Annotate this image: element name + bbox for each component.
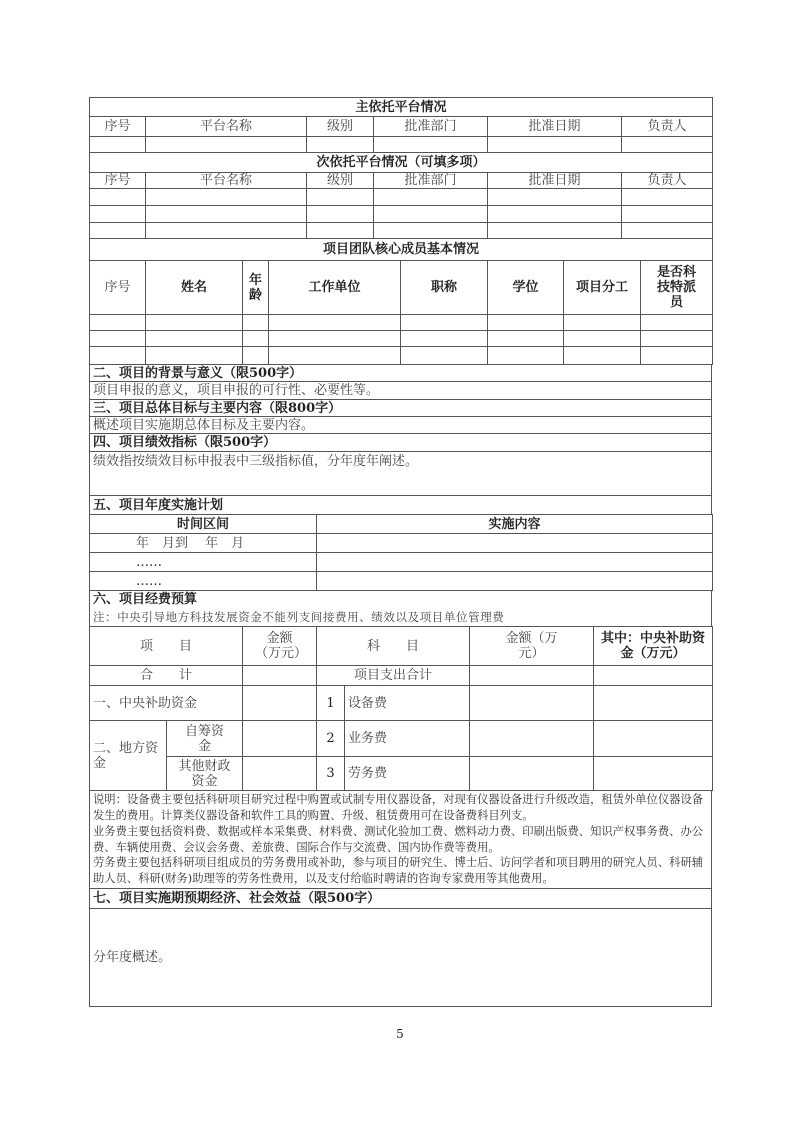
header-cell: 负责人 — [622, 173, 713, 189]
header-cell: 姓名 — [146, 261, 243, 315]
time-range-cell[interactable]: …… — [90, 553, 317, 572]
input-cell[interactable] — [622, 206, 713, 223]
header-central-subsidy: 其中：中央补助资金（万元） — [594, 627, 713, 666]
table-row — [90, 331, 713, 347]
input-cell[interactable] — [243, 721, 317, 757]
input-cell[interactable] — [488, 331, 564, 347]
section7-heading: 七、项目实施期预期经济、社会效益（限500字） — [90, 889, 712, 909]
input-cell[interactable] — [146, 315, 243, 331]
input-cell[interactable] — [317, 534, 713, 553]
input-cell[interactable] — [307, 189, 374, 206]
table-row — [90, 189, 713, 206]
input-cell[interactable] — [146, 206, 307, 223]
input-cell[interactable] — [243, 666, 317, 686]
explanation-business: 业务费主要包括资料费、数据或样本采集费、材料费、测试化验加工费、燃料动力费、印刷出版费、知识产权事务费、办公费、车辆使用费、会议会务费、差旅费、国际合作与交流费、国内协作费等费用。 — [93, 824, 704, 854]
total-label: 合 计 — [90, 666, 243, 686]
section2-text[interactable]: 项目申报的意义，项目申报的可行性、必要性等。 — [90, 382, 712, 400]
input-cell[interactable] — [470, 721, 594, 757]
team-table — [89, 238, 713, 365]
header-amount-2: 金额（万元） — [470, 627, 594, 666]
input-cell[interactable] — [401, 347, 488, 365]
header-cell: 年龄 — [243, 261, 269, 315]
section2-heading: 二、项目的背景与意义（限500字） — [90, 365, 712, 382]
input-cell[interactable] — [317, 572, 713, 591]
budget-table — [89, 626, 713, 791]
input-cell[interactable] — [243, 315, 269, 331]
input-cell[interactable] — [307, 223, 374, 239]
table-row — [90, 137, 713, 153]
section4-heading: 四、项目绩效指标（限500字） — [90, 434, 712, 452]
input-cell[interactable] — [374, 206, 488, 223]
input-cell[interactable] — [401, 331, 488, 347]
header-cell: 是否科技特派员 — [641, 261, 713, 315]
header-cell: 职称 — [401, 261, 488, 315]
header-cell: 实施内容 — [317, 515, 713, 534]
budget-heading-table — [89, 590, 712, 627]
input-cell[interactable] — [641, 331, 713, 347]
table-row — [90, 223, 713, 239]
input-cell[interactable] — [146, 189, 307, 206]
budget-row — [90, 721, 713, 757]
plan-header-row — [90, 515, 713, 534]
header-cell: 批准日期 — [488, 173, 622, 189]
header-cell: 序号 — [90, 261, 146, 315]
input-cell[interactable] — [90, 331, 146, 347]
sections-table — [89, 364, 712, 515]
budget-row — [90, 757, 713, 791]
other-fiscal-label: 其他财政资金 — [167, 757, 243, 791]
explanation-table — [89, 790, 712, 1007]
budget-header-row — [90, 627, 713, 666]
table-row — [90, 553, 713, 572]
header-cell: 时间区间 — [90, 515, 317, 534]
input-cell[interactable] — [269, 331, 401, 347]
main-platform-header-row — [90, 117, 713, 137]
input-cell[interactable] — [146, 223, 307, 239]
input-cell[interactable] — [90, 347, 146, 365]
header-cell: 批准部门 — [374, 117, 488, 137]
input-cell[interactable] — [374, 189, 488, 206]
table-row — [90, 315, 713, 331]
header-subject: 科 目 — [317, 627, 470, 666]
header-cell: 学位 — [488, 261, 564, 315]
plan-table — [89, 514, 713, 591]
header-cell: 序号 — [90, 117, 146, 137]
input-cell[interactable] — [488, 189, 622, 206]
time-range-cell[interactable]: 年 月到 年 月 — [90, 534, 317, 553]
input-cell[interactable] — [470, 686, 594, 721]
secondary-platform-title: 次依托平台情况（可填多项） — [90, 153, 713, 173]
input-cell[interactable] — [594, 666, 713, 686]
main-platform-title: 主依托平台情况 — [90, 98, 713, 117]
header-item: 项 目 — [90, 627, 243, 666]
input-cell[interactable] — [594, 721, 713, 757]
header-cell: 工作单位 — [269, 261, 401, 315]
central-funds-label: 一、中央补助资金 — [90, 686, 243, 721]
self-raised-label: 自筹资金 — [167, 721, 243, 757]
explanation-labor: 劳务费主要包括科研项目组成员的劳务费用或补助，参与项目的研究生、博士后、访问学者和项目聘用的研究人员、科研辅助人员、科研(财务)助理等的劳务性费用，以及支付给临时聘请的咨询专家费用等其他费用。 — [93, 856, 704, 886]
input-cell[interactable] — [146, 331, 243, 347]
section4-text[interactable]: 绩效指按绩效目标申报表中三级指标值，分年度年阐述。 — [90, 452, 712, 496]
page-number: 5 — [396, 1027, 404, 1041]
table-row — [90, 206, 713, 223]
header-cell: 负责人 — [622, 117, 713, 137]
input-cell[interactable] — [307, 137, 374, 153]
secondary-platform-header-row — [90, 173, 713, 189]
input-cell[interactable] — [90, 315, 146, 331]
header-amount: 金额（万元） — [243, 627, 317, 666]
input-cell[interactable] — [374, 137, 488, 153]
budget-explanation — [90, 791, 712, 889]
team-title: 项目团队核心成员基本情况 — [90, 239, 713, 261]
budget-note: 注：中央引导地方科技发展资金不能列支间接费用、绩效以及项目单位管理费 — [90, 609, 712, 627]
table-row — [90, 534, 713, 553]
input-cell[interactable] — [307, 206, 374, 223]
input-cell[interactable] — [470, 666, 594, 686]
input-cell[interactable] — [641, 315, 713, 331]
input-cell[interactable] — [243, 757, 317, 791]
input-cell[interactable] — [622, 137, 713, 153]
table-row — [90, 347, 713, 365]
header-cell: 平台名称 — [146, 117, 307, 137]
subject-name: 劳务费 — [345, 757, 470, 791]
local-funds-label: 二、地方资金 — [90, 721, 167, 791]
input-cell[interactable] — [317, 553, 713, 572]
header-cell: 级别 — [307, 173, 374, 189]
table-row — [90, 572, 713, 591]
input-cell[interactable] — [90, 206, 146, 223]
budget-total-row — [90, 666, 713, 686]
header-cell: 序号 — [90, 173, 146, 189]
subject-name: 业务费 — [345, 721, 470, 757]
header-cell: 级别 — [307, 117, 374, 137]
input-cell[interactable] — [622, 223, 713, 239]
input-cell[interactable] — [90, 189, 146, 206]
budget-row — [90, 686, 713, 721]
input-cell[interactable] — [594, 686, 713, 721]
input-cell[interactable] — [269, 315, 401, 331]
input-cell[interactable] — [488, 315, 564, 331]
input-cell[interactable] — [564, 347, 641, 365]
input-cell[interactable] — [90, 137, 146, 153]
input-cell[interactable] — [641, 347, 713, 365]
header-cell: 平台名称 — [146, 173, 307, 189]
subject-name: 设备费 — [345, 686, 470, 721]
header-cell: 批准日期 — [488, 117, 622, 137]
time-range-cell[interactable]: …… — [90, 572, 317, 591]
input-cell[interactable] — [594, 757, 713, 791]
input-cell[interactable] — [488, 347, 564, 365]
input-cell[interactable] — [374, 223, 488, 239]
input-cell[interactable] — [564, 315, 641, 331]
subject-number: 1 — [317, 686, 345, 721]
subject-number: 2 — [317, 721, 345, 757]
section7-text[interactable]: 分年度概述。 — [90, 909, 712, 1007]
input-cell[interactable] — [146, 347, 243, 365]
platform-table — [89, 97, 713, 239]
subject-total-label: 项目支出合计 — [317, 666, 470, 686]
input-cell[interactable] — [488, 137, 622, 153]
explanation-equipment: 说明：设备费主要包括科研项目研究过程中购置或试制专用仪器设备，对现有仪器设备进行升级改造，租赁外单位仪器设备发生的费用。计算类仪器设备和软件工具的购置、升级、租赁费用可在设备费科目列支。 — [93, 793, 704, 822]
section5-heading: 五、项目年度实施计划 — [90, 496, 712, 515]
input-cell[interactable] — [243, 331, 269, 347]
input-cell[interactable] — [564, 331, 641, 347]
input-cell[interactable] — [243, 686, 317, 721]
header-cell: 批准部门 — [374, 173, 488, 189]
input-cell[interactable] — [622, 189, 713, 206]
team-header-row — [90, 261, 713, 315]
input-cell[interactable] — [90, 223, 146, 239]
header-cell: 项目分工 — [564, 261, 641, 315]
input-cell[interactable] — [401, 315, 488, 331]
input-cell[interactable] — [488, 206, 622, 223]
input-cell[interactable] — [470, 757, 594, 791]
input-cell[interactable] — [146, 137, 307, 153]
input-cell[interactable] — [269, 347, 401, 365]
section3-text[interactable]: 概述项目实施期总体目标及主要内容。 — [90, 417, 712, 434]
subject-number: 3 — [317, 757, 345, 791]
input-cell[interactable] — [488, 223, 622, 239]
section3-heading: 三、项目总体目标与主要内容（限800字） — [90, 400, 712, 417]
input-cell[interactable] — [243, 347, 269, 365]
section6-heading: 六、项目经费预算 — [90, 591, 712, 609]
